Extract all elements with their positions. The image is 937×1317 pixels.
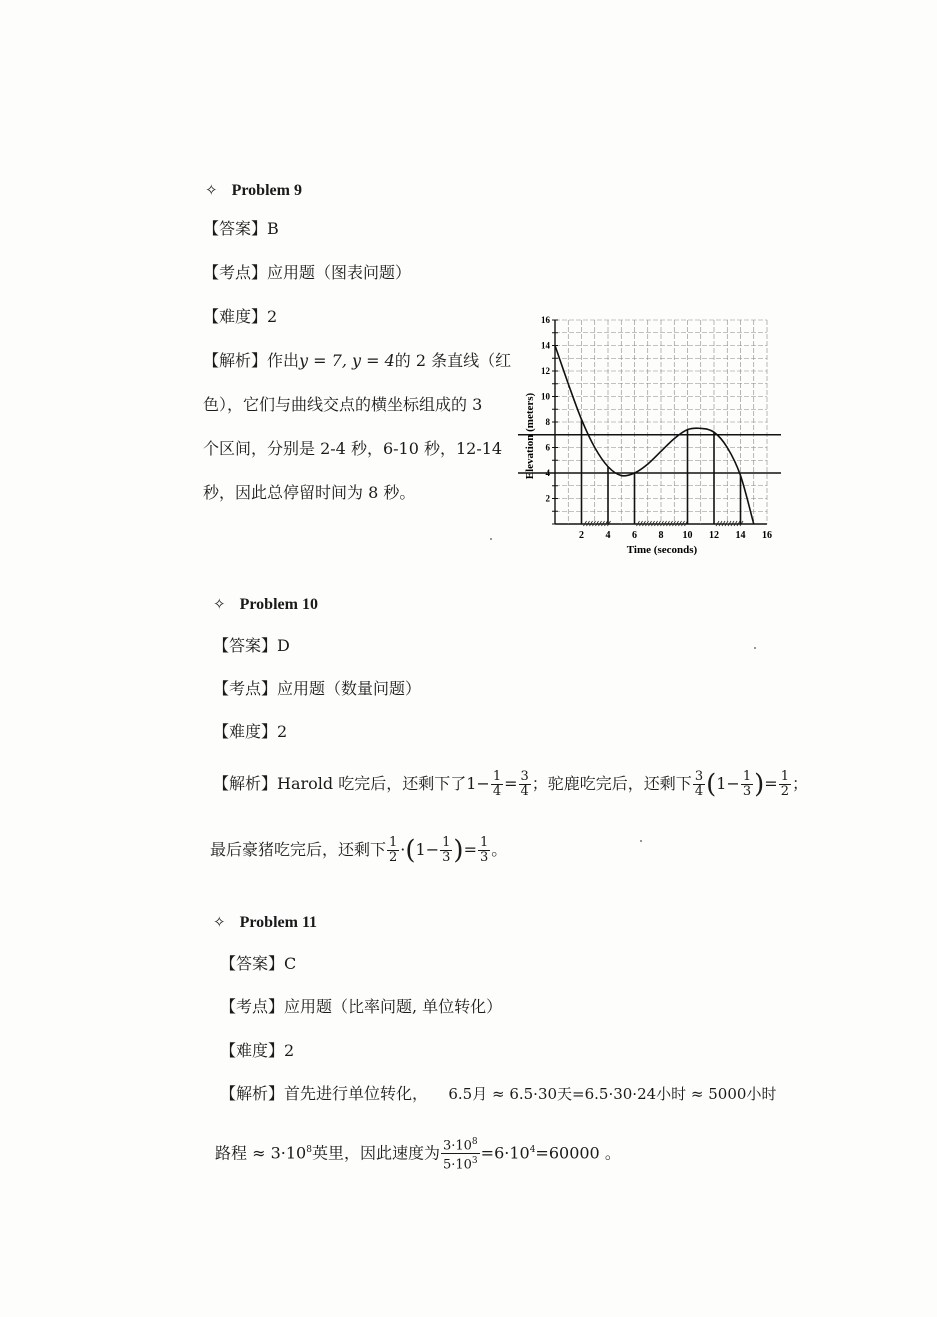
problem-9-topic: 【考点】应用题（图表问题） [203,263,412,282]
chart-y-label: Elevation (meters) [524,392,536,480]
chart-horizontal-lines [518,435,781,473]
scan-speck [490,538,492,540]
chart-x-label: Time (seconds) [626,544,698,556]
x-tick-label: 14 [735,530,746,541]
x-tick-label: 4 [605,530,611,541]
y-tick-label: 14 [541,340,550,351]
scan-speck [754,647,756,649]
x-tick-label: 2 [579,530,584,541]
problem-10-analysis-line2: 最后豪猪吃完后，还剩下 $\frac{1}{2}$ ·(1− $\frac{1}{3}$ )= $\frac{1}{3}$ 。 [210,835,508,866]
x-tick-label: 10 [682,530,693,541]
fraction-3-4b: $\frac{3}{4}$ [694,769,704,799]
problem-9-analysis-line2: 色），它们与曲线交点的横坐标组成的 3 [203,395,483,414]
chart-y-ticks [541,315,551,504]
fraction-1-2: $\frac{1}{2}$ [780,769,789,799]
problem-9-title: ✧ Problem 9 [205,181,302,199]
fraction-1-4: $\frac{1}{4}$ [492,769,502,799]
chart-grid [552,320,767,524]
x-tick-label: 16 [762,530,772,541]
diamond-icon: ✧ [205,181,218,199]
problem-11-topic: 【考点】应用题（比率问题, 单位转化） [220,997,503,1016]
problem-11-answer: 【答案】C [220,954,297,973]
x-tick-label: 12 [709,530,719,541]
fraction-3-4: $\frac{3}{4}$ [520,769,529,799]
problem-10-answer: 【答案】D [213,636,290,655]
problem-11-difficulty: 【难度】2 [220,1041,295,1060]
problem-10-title: ✧ Problem 10 [213,595,318,613]
problem-10-topic: 【考点】应用题（数量问题） [213,679,422,698]
y-tick-label: 12 [541,366,550,376]
fraction-1-3: $\frac{1}{3}$ [742,769,752,799]
problem-9-analysis-line4: 秒，因此总停留时间为 8 秒。 [203,483,416,502]
fraction-1-3b: $\frac{1}{3}$ [442,835,451,865]
scan-speck [640,840,642,842]
y-tick-label: 4 [545,468,550,478]
problem-11-analysis-line1: 【解析】首先进行单位转化， 6.5月 ≈ 6.5·30天=6.5·30·24小时 ≈ 5000小时 [220,1084,777,1103]
elevation-chart [515,310,785,565]
fraction-speed: $\frac{3\cdot 10^8}{5\cdot 10^3}$ [442,1137,478,1173]
y-tick-label: 6 [545,442,550,453]
problem-9-answer: 【答案】B [203,219,279,238]
x-tick-label: 6 [632,530,637,541]
problem-11-title: ✧ Problem 11 [213,913,318,931]
problem-10-analysis-line1: 【解析】Harold 吃完后，还剩下了1− $\frac{1}{4}$ = $\frac{3}{4}$ ；驼鹿吃完后，还剩下 $\frac{3}{4}$ (1− $\frac{1}{3}$ )= $\frac{1}{2}$ ； [213,769,808,800]
problem-10-difficulty: 【难度】2 [213,722,288,741]
fraction-1-3c: $\frac{1}{3}$ [479,835,489,865]
x-tick-label: 8 [658,530,664,541]
y-tick-label: 2 [545,493,550,504]
diamond-icon: ✧ [213,595,226,613]
diamond-icon: ✧ [213,913,226,931]
y-tick-label: 8 [545,417,550,427]
problem-9-difficulty: 【难度】2 [203,307,278,326]
y-tick-label: 16 [541,315,550,325]
problem-9-analysis-line1: 【解析】作出y = 7, y = 4的 2 条直线（红 [203,351,512,370]
problem-11-analysis-line2: 路程 ≈ $3\cdot 10^8$英里，因此速度为 $\frac{3\cdot 10^8}{5\cdot 10^3}$ $=6\cdot 10^4=60000$ 。 [215,1137,621,1173]
y-tick-label: 10 [541,391,550,402]
chart-x-ticks [579,530,772,541]
problem-9-analysis-line3: 个区间，分别是 2-4 秒，6-10 秒，12-14 [203,439,503,458]
fraction-1-2b: $\frac{1}{2}$ [389,835,398,865]
